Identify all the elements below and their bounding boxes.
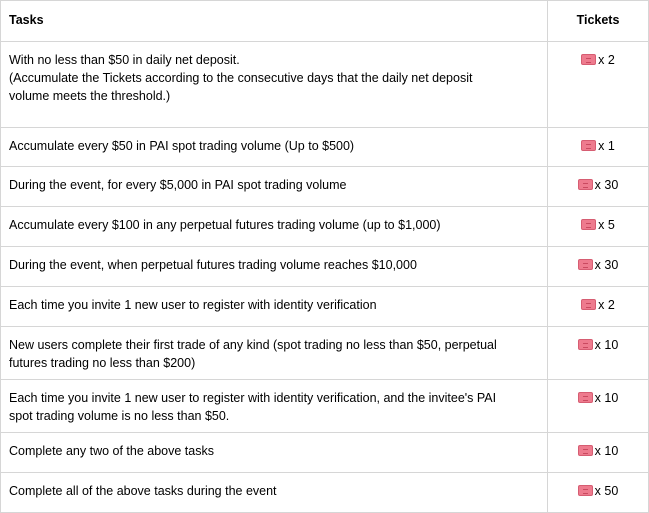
task-description	[1, 433, 548, 473]
task-description	[1, 247, 548, 287]
table-row	[1, 433, 649, 473]
ticket-icon	[578, 485, 593, 496]
task-description	[1, 287, 548, 327]
task-text-line: Accumulate every $100 in any perpetual futures trading volume (up to $1,000)	[9, 218, 441, 232]
task-text-line: During the event, for every $5,000 in PAI spot trading volume	[9, 178, 347, 192]
ticket-reward	[548, 287, 649, 327]
table-row	[1, 128, 649, 167]
ticket-icon	[581, 299, 596, 310]
tasks-column-header: Tasks	[1, 1, 548, 42]
ticket-count: x 5	[598, 218, 615, 232]
task-description	[1, 327, 548, 380]
table-row	[1, 380, 649, 433]
table-row	[1, 327, 649, 380]
ticket-count: x 50	[594, 484, 619, 498]
task-description	[1, 473, 548, 513]
task-description	[1, 380, 548, 433]
ticket-reward	[548, 327, 649, 380]
ticket-icon	[581, 140, 596, 151]
ticket-icon	[578, 339, 593, 350]
ticket-reward	[548, 42, 649, 128]
task-text-line: With no less than $50 in daily net deposit.	[9, 53, 240, 67]
ticket-reward	[548, 247, 649, 287]
header-row	[1, 1, 649, 42]
task-text-line: spot trading volume is no less than $50.	[9, 409, 230, 423]
ticket-count: x 10	[594, 444, 619, 458]
ticket-reward	[548, 167, 649, 207]
task-description	[1, 207, 548, 247]
ticket-icon	[578, 392, 593, 403]
ticket-count: x 30	[594, 258, 619, 272]
ticket-count: x 30	[594, 178, 619, 192]
table-row	[1, 473, 649, 513]
task-text-line: (Accumulate the Tickets according to the consecutive days that the daily net deposit	[9, 71, 473, 85]
task-text-line: Each time you invite 1 new user to register with identity verification	[9, 298, 377, 312]
task-text-line: volume meets the threshold.)	[9, 89, 171, 103]
task-description	[1, 42, 548, 128]
task-text-line: Complete any two of the above tasks	[9, 444, 214, 458]
table-row	[1, 287, 649, 327]
ticket-reward	[548, 433, 649, 473]
table-body	[1, 42, 649, 513]
ticket-count: x 1	[598, 139, 615, 153]
ticket-reward	[548, 128, 649, 167]
task-text-line: Each time you invite 1 new user to register with identity verification, and the invitee's PAI	[9, 391, 497, 405]
task-text-line: futures trading no less than $200)	[9, 356, 196, 370]
ticket-reward	[548, 207, 649, 247]
ticket-icon	[578, 179, 593, 190]
task-description	[1, 167, 548, 207]
table-row	[1, 247, 649, 287]
ticket-reward	[548, 473, 649, 513]
ticket-reward	[548, 380, 649, 433]
ticket-icon	[578, 445, 593, 456]
ticket-icon	[578, 259, 593, 270]
table-row	[1, 167, 649, 207]
ticket-count: x 2	[598, 298, 615, 312]
ticket-count: x 10	[594, 338, 619, 352]
table-row	[1, 42, 649, 128]
task-description	[1, 128, 548, 167]
task-text-line: Complete all of the above tasks during the event	[9, 484, 277, 498]
ticket-icon	[581, 219, 596, 230]
task-text-line: New users complete their first trade of any kind (spot trading no less than $50, perpetual	[9, 338, 497, 352]
task-text-line: Accumulate every $50 in PAI spot trading volume (Up to $500)	[9, 139, 355, 153]
ticket-count: x 2	[598, 53, 615, 67]
table-row	[1, 207, 649, 247]
ticket-icon	[581, 54, 596, 65]
task-text-line: During the event, when perpetual futures trading volume reaches $10,000	[9, 258, 417, 272]
ticket-count: x 10	[594, 391, 619, 405]
tickets-column-header: Tickets	[548, 1, 649, 42]
